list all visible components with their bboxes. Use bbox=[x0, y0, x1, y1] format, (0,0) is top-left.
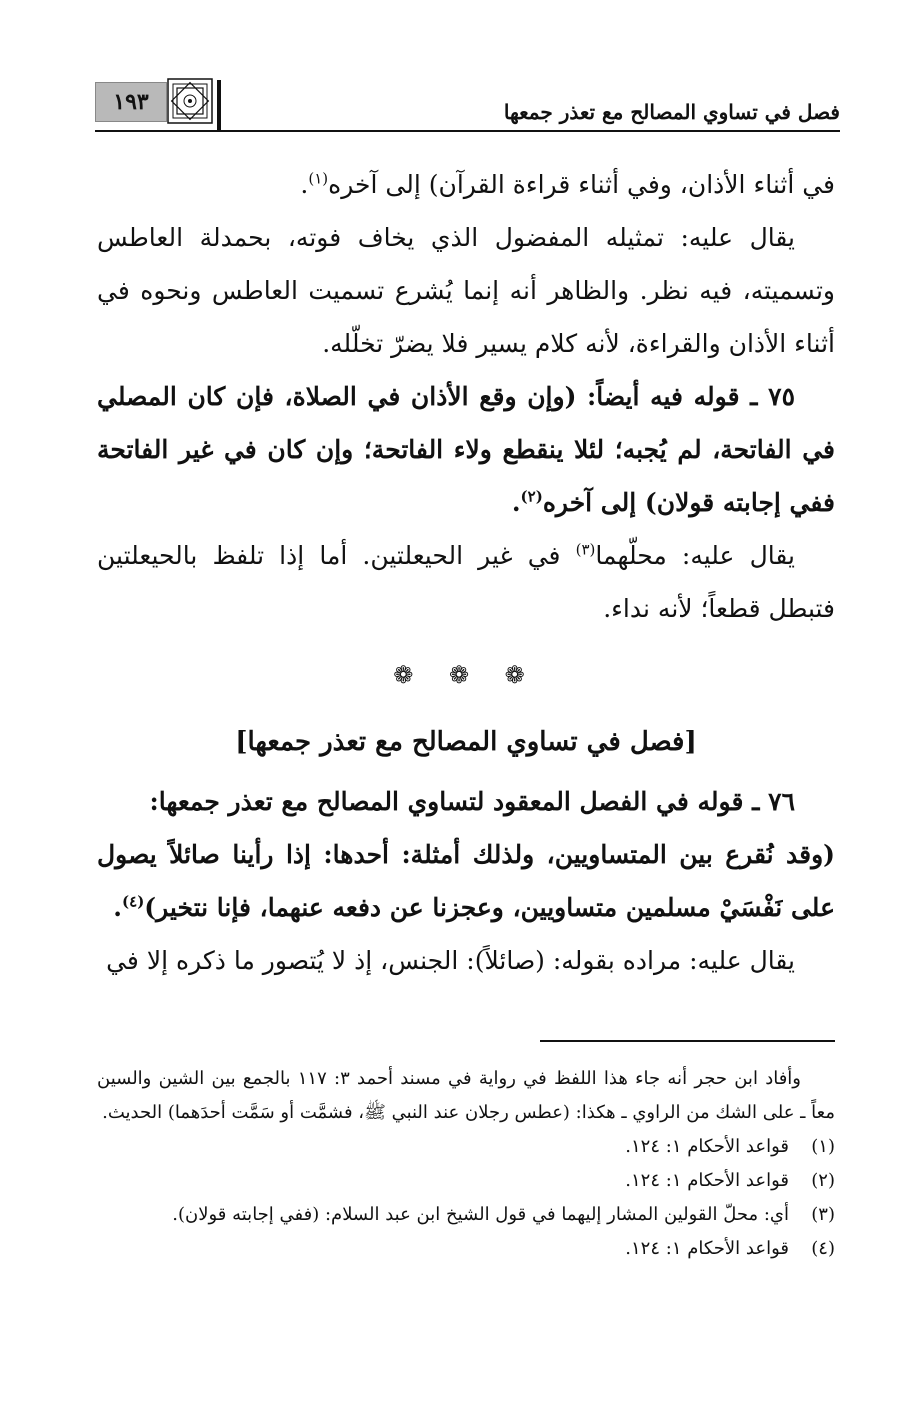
footnote-1 bbox=[97, 1130, 835, 1164]
footnote-text: قواعد الأحكام ١: ١٢٤. bbox=[625, 1170, 789, 1191]
footnotes bbox=[97, 1062, 835, 1266]
footnote-3 bbox=[97, 1198, 835, 1232]
footnote-text: قواعد الأحكام ١: ١٢٤. bbox=[625, 1238, 789, 1259]
footnote-4 bbox=[97, 1232, 835, 1266]
footnote-number: (١) bbox=[811, 1136, 835, 1157]
footnote-text: أي: محلّ القولين المشار إليهما في قول الشيخ ابن عبد السلام: (ففي إجابته قولان). bbox=[172, 1204, 789, 1225]
geometric-star-ornament-icon bbox=[167, 78, 213, 124]
footnote-2 bbox=[97, 1164, 835, 1198]
paragraph-5: ٧٦ ـ قوله في الفصل المعقود لتساوي المصالح مع تعذر جمعها: bbox=[149, 787, 795, 816]
footnote-text: قواعد الأحكام ١: ١٢٤. bbox=[625, 1136, 789, 1157]
paragraph-1: في أثناء الأذان، وفي أثناء قراءة القرآن) إلى آخره$^{(١)}$. bbox=[300, 169, 835, 199]
running-title: فصل في تساوي المصالح مع تعذر جمعها bbox=[503, 100, 840, 124]
footnote-continuation: وأفاد ابن حجر أنه جاء هذا اللفظ في رواية في مسند أحمد ٣: ١١٧ بالجمع بين الشين والسين معاً ـ على الشك من الراوي ـ هكذا: (عطس رجلان عند النبي ﷺ، فشمَّت أو سَمَّت أحدَهما) الحديث. bbox=[97, 1068, 835, 1123]
footnote-ref-4[interactable]: (٤) bbox=[122, 892, 145, 911]
paragraph-4: يقال عليه: محلّهما$^{(٣)}$ في غير الحيعلتين. أما إذا تلفظ بالحيعلتين فتبطل قطعاً؛ لأنه نداء. bbox=[97, 540, 835, 623]
footnote-ref-3[interactable]: (٣) bbox=[575, 540, 596, 559]
footnote-ref-2[interactable]: (٢) bbox=[520, 487, 543, 506]
paragraph-3-quote: ٧٥ ـ قوله فيه أيضاً: (وإن وقع الأذان في الصلاة، فإن كان المصلي في الفاتحة، لم يُجبه؛ لئلا ينقطع ولاء الفاتحة؛ وإن كان في غير الفاتحة ففي إجابته قولان) إلى آخره$^{(٢)}$. bbox=[97, 382, 835, 517]
section-heading: [فصل في تساوي المصالح مع تعذر جمعها] bbox=[235, 727, 697, 757]
footnote-number: (٤) bbox=[811, 1238, 835, 1259]
page-header bbox=[95, 78, 840, 132]
footnote-ref-1[interactable]: (١) bbox=[308, 169, 329, 188]
header-separator bbox=[217, 80, 221, 130]
footnote-number: (٣) bbox=[811, 1204, 835, 1225]
paragraph-7: يقال عليه: مراده بقوله: (صائلاً): الجنس، إذ لا يُتصور ما ذكره إلا في bbox=[106, 946, 795, 975]
paragraph-2: يقال عليه: تمثيله المفضول الذي يخاف فوته، بحمدلة العاطس وتسميته، فيه نظر. والظاهر أنه إنما يُشرع تسميت العاطس ونحوه في أثناء الأذان والقراءة، لأنه كلام يسير فلا يضرّ تخلّله. bbox=[97, 223, 835, 358]
section-separator-stars: ❁ ❁ ❁ bbox=[393, 661, 539, 689]
main-text bbox=[97, 158, 835, 987]
page-number: ١٩٣ bbox=[95, 82, 167, 122]
paragraph-6-quote: (وقد نُقرع بين المتساويين، ولذلك أمثلة: أحدها: إذا رأينا صائلاً يصول على نَفْسَيْ مسلمين متساويين، وعجزنا عن دفعه عنهما، فإنا نتخير)$^{(٤)}$. bbox=[97, 840, 835, 922]
footnote-number: (٢) bbox=[811, 1170, 835, 1191]
footnote-divider bbox=[540, 1040, 835, 1042]
